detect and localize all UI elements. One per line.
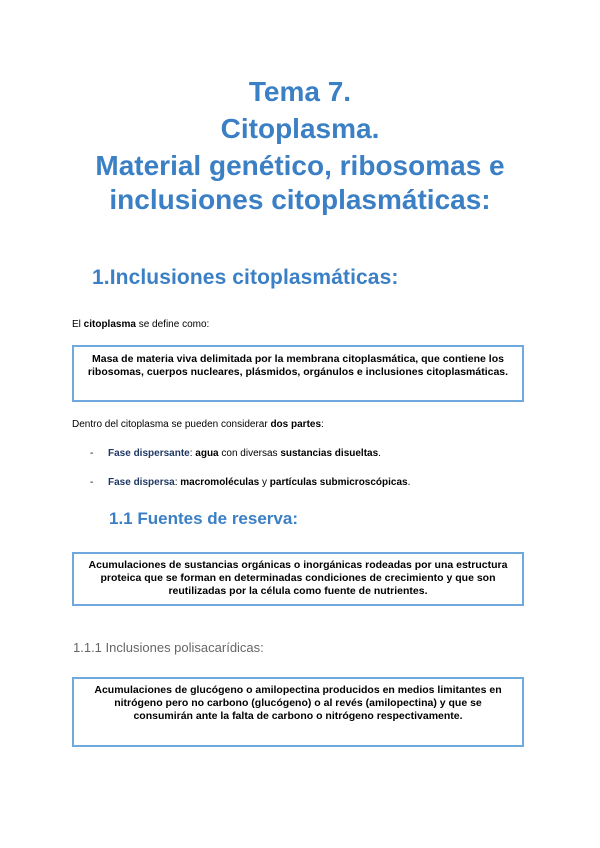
bullet-end: . bbox=[407, 477, 411, 488]
bullet-bold-1: agua bbox=[195, 448, 219, 459]
bullet-dash: - bbox=[90, 477, 94, 488]
section-heading-fuentes-reserva: 1.1 Fuentes de reserva: bbox=[109, 509, 298, 528]
bullet-bold-1: macromoléculas bbox=[180, 477, 260, 488]
title-line-1: Tema 7. bbox=[248, 76, 352, 107]
bullet-sep: : bbox=[174, 477, 181, 488]
bullet-term: Fase dispersa bbox=[108, 477, 175, 488]
bullet-dash: - bbox=[90, 448, 94, 459]
section-heading-polisacaridicas: 1.1.1 Inclusiones polisacarídicas: bbox=[73, 640, 264, 655]
bullet-mid: con diversas bbox=[218, 448, 281, 459]
bullet-end: . bbox=[378, 448, 381, 459]
bullet-bold-2: partículas submicroscópicas bbox=[269, 477, 408, 488]
bullet-sep: : bbox=[189, 448, 196, 459]
bullet-bold-2: sustancias disueltas bbox=[280, 448, 379, 459]
intro-pre: El bbox=[72, 319, 84, 330]
definition-box: Masa de materia viva delimitada por la membrana citoplasmática, que contiene los ribosomas, cuerpos nucleares, plásmidos, orgánulos e inclusiones citoplasmáticas. bbox=[72, 345, 524, 402]
title-line-2: Citoplasma. bbox=[220, 113, 380, 144]
intro-post: se define como: bbox=[135, 319, 210, 330]
title-line-3: Material genético, ribosomas e bbox=[95, 150, 505, 181]
bullet-fase-dispersante bbox=[90, 447, 381, 460]
reserva-definition-box: Acumulaciones de sustancias orgánicas o inorgánicas rodeadas por una estructura proteica que se forman en determinadas condiciones de crecimiento y que son reutilizadas por la célula como fuente de nutrientes. bbox=[72, 552, 524, 606]
title-line-4: inclusiones citoplasmáticas: bbox=[109, 184, 491, 215]
parts-post: : bbox=[321, 419, 324, 430]
parts-bold: dos partes bbox=[270, 419, 322, 430]
polisacaridicas-definition-box: Acumulaciones de glucógeno o amilopectina producidos en medios limitantes en nitrógeno pero no carbono (glucógeno) o al revés (amilopectina) y que se consumirán ante la falta de carbono o nitrógeno respectivamente. bbox=[72, 677, 524, 747]
bullet-fase-dispersa bbox=[90, 476, 410, 489]
parts-paragraph bbox=[72, 418, 324, 431]
section-heading-inclusiones: 1.Inclusiones citoplasmáticas: bbox=[92, 266, 399, 289]
bullet-mid: y bbox=[259, 477, 270, 488]
parts-pre: Dentro del citoplasma se pueden considerar bbox=[72, 419, 271, 430]
intro-bold: citoplasma bbox=[83, 319, 136, 330]
intro-paragraph bbox=[72, 318, 209, 331]
bullet-term: Fase dispersante bbox=[108, 448, 190, 459]
